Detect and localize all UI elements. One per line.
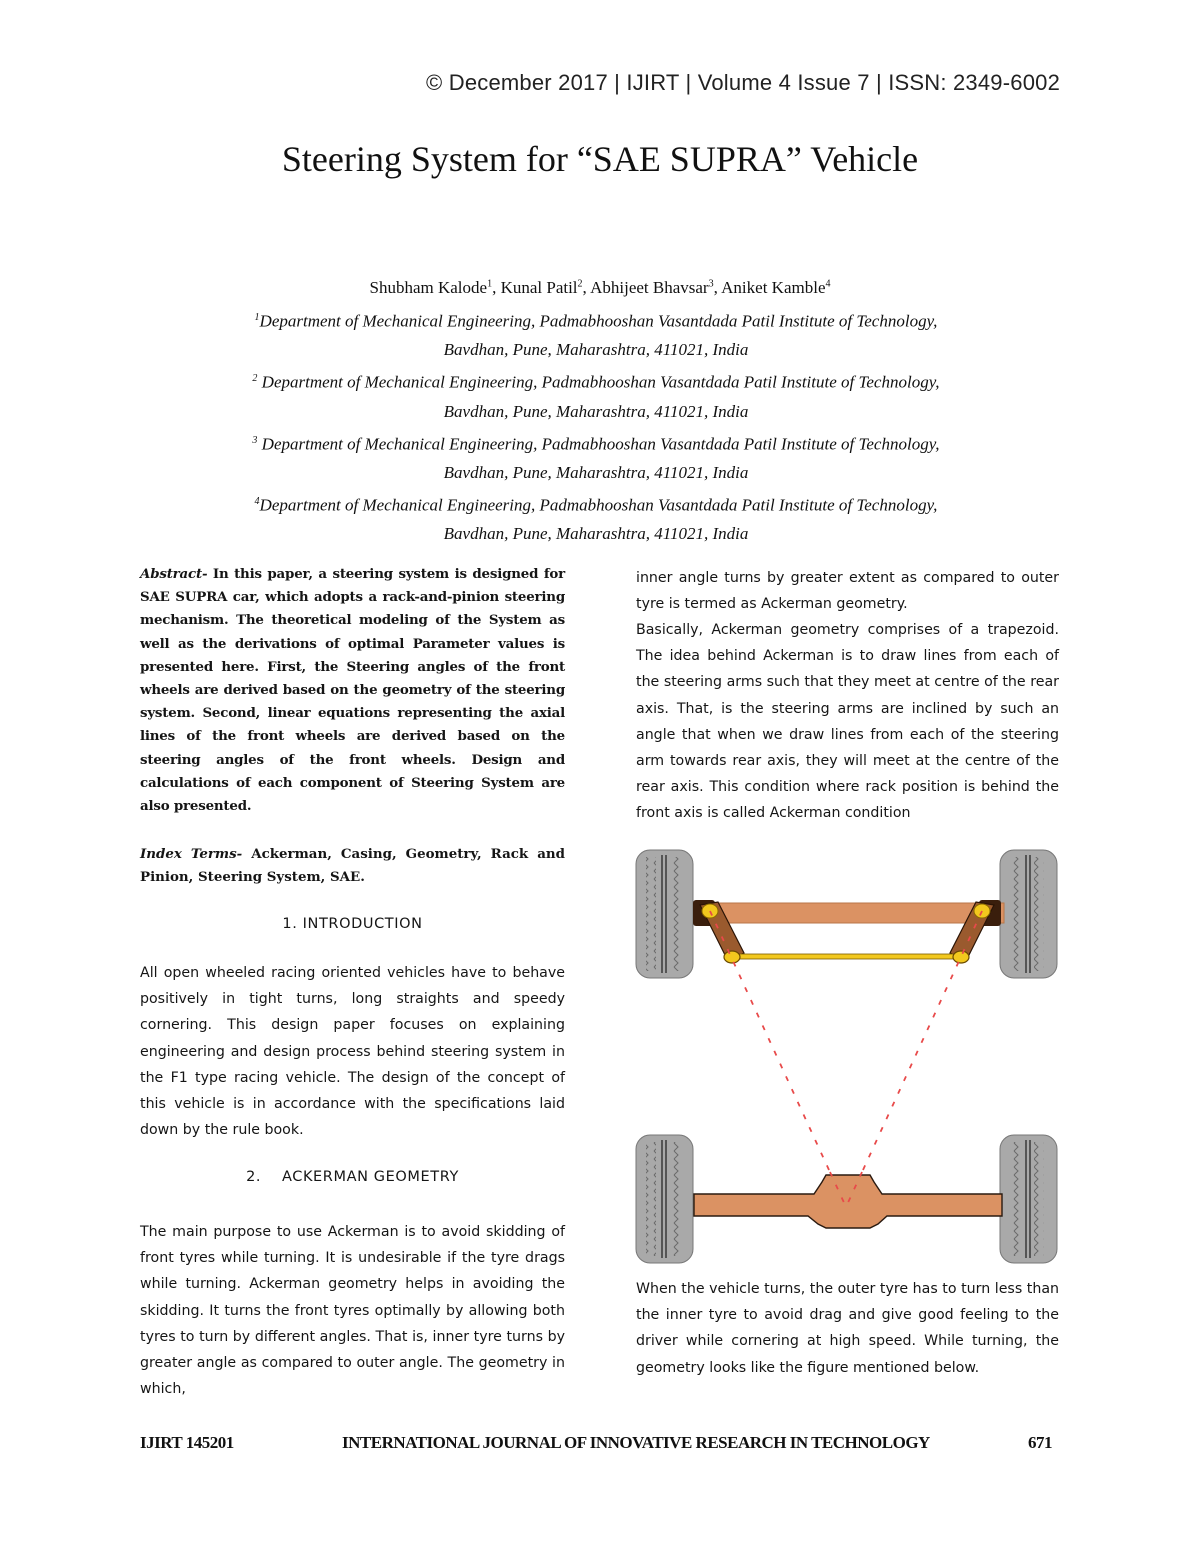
affiliation-sup: 4	[254, 495, 260, 507]
front-left-tyre	[636, 850, 693, 978]
section-heading-ackerman: 2. ACKERMAN GEOMETRY	[246, 1169, 459, 1185]
affiliation	[132, 304, 1060, 336]
author-name: Kunal Patil	[500, 278, 578, 297]
index-terms-text: Ackerman, Casing, Geometry, Rack and Pinion, Steering System, SAE.	[140, 846, 565, 886]
author-sup: 2	[577, 278, 583, 290]
ackerman-diagram-icon	[632, 847, 1060, 1272]
paper-title: Steering System for “SAE SUPRA” Vehicle	[281, 139, 919, 179]
author-name: Shubham Kalode	[369, 278, 488, 297]
paragraph-ackerman-1: The main purpose to use Ackerman is to avoid skidding of front tyres while turning. It is undesirable if the tyre drags while turning. Ackerman geometry helps in avoiding the skidding. It turns the front tyres optimally by allowing both tyres to turn by different angles. That is, inner tyre turns by greater angle as compared to outer angle. The geometry in which,	[140, 1224, 565, 1398]
affiliation-line: Department of Mechanical Engineering, Padmabhooshan Vasantdada Patil Institute of Technology,	[261, 434, 940, 454]
rear-right-tyre	[1000, 1135, 1057, 1263]
author-name: Aniket Kamble	[721, 278, 826, 297]
author-name: Abhijeet Bhavsar	[590, 278, 709, 297]
abstract-label: Abstract-	[140, 566, 208, 582]
affiliation-sup: 1	[254, 312, 260, 323]
affiliation-address: Bavdhan, Pune, Maharashtra, 411021, India	[443, 462, 749, 482]
paragraph-ackerman-4: When the vehicle turns, the outer tyre has to turn less than the inner tyre to avoid drag and give good feeling to the driver while cornering at high speed. While turning, the geometry looks like the figure mentioned below.	[636, 1281, 1059, 1376]
author-sup: 3	[708, 278, 714, 290]
affiliation-address: Bavdhan, Pune, Maharashtra, 411021, India	[443, 401, 749, 421]
author-list: Shubham Kalode$^1$, Kunal Patil$^2$, Abhijeet Bhavsar$^3$, Aniket Kamble$^4$	[369, 278, 831, 297]
journal-header: © December 2017 | IJIRT | Volume 4 Issue 7 | ISSN: 2349-6002	[426, 70, 1060, 95]
footer-page-number: 671	[1028, 1433, 1052, 1452]
front-right-tyre	[1000, 850, 1057, 978]
affiliation-line: Department of Mechanical Engineering, Padmabhooshan Vasantdada Patil Institute of Technology,	[259, 495, 938, 515]
ackerman-figure	[632, 847, 1060, 1272]
affiliation	[132, 488, 1060, 520]
affiliation-line: Department of Mechanical Engineering, Padmabhooshan Vasantdada Patil Institute of Technology,	[261, 372, 940, 392]
affiliation-list	[132, 304, 1060, 549]
footer-journal-name: INTERNATIONAL JOURNAL OF INNOVATIVE RESEARCH IN TECHNOLOGY	[342, 1433, 930, 1452]
footer-paper-id: IJIRT 145201	[140, 1433, 234, 1452]
affiliation-address: Bavdhan, Pune, Maharashtra, 411021, India	[443, 524, 749, 544]
abstract-text: In this paper, a steering system is designed for SAE SUPRA car, which adopts a rack-and-pinion steering mechanism. The theoretical modeling of the System as well as the derivations of optimal Parameter values is presented here. First, the Steering angles of the front wheels are derived based on the geometry of the steering system. Second, linear equations representing the axial lines of the front wheels are derived based on the steering angles of the front wheels. Design and calculations of each component of Steering System are also presented.	[140, 566, 565, 815]
author-sup: 4	[825, 278, 831, 290]
section-heading-introduction: 1. INTRODUCTION	[282, 916, 423, 932]
abstract	[140, 563, 565, 818]
affiliation	[132, 365, 1060, 397]
paragraph-ackerman-3: Basically, Ackerman geometry comprises of a trapezoid. The idea behind Ackerman is to draw lines from each of the steering arms such that they meet at centre of the rear axis. That, is the steering arms are inclined by such an angle that when we draw lines from each of the steering arm towards rear axis, they will meet at the centre of the rear axis. This condition where rack position is behind the front axis is called Ackerman condition	[636, 622, 1059, 822]
rear-left-tyre	[636, 1135, 693, 1263]
affiliation-line: Department of Mechanical Engineering, Padmabhooshan Vasantdada Patil Institute of Technology,	[259, 311, 938, 331]
affiliation	[132, 427, 1060, 459]
paragraph-introduction: All open wheeled racing oriented vehicles have to behave positively in tight turns, long straights and speedy cornering. This design paper focuses on explaining engineering and design process behind steering system in the F1 type racing vehicle. The design of the concept of this vehicle is in accordance with the specifications laid down by the rule book.	[140, 965, 565, 1139]
affiliation-address: Bavdhan, Pune, Maharashtra, 411021, India	[443, 340, 749, 360]
index-terms-label: Index Terms-	[140, 846, 243, 862]
affiliation-sup: 2	[252, 373, 258, 385]
paragraph-ackerman-2: inner angle turns by greater extent as compared to outer tyre is termed as Ackerman geometry.	[636, 570, 1059, 613]
index-terms	[140, 843, 565, 889]
affiliation-sup: 3	[252, 434, 258, 446]
author-sup: 1	[487, 278, 493, 290]
